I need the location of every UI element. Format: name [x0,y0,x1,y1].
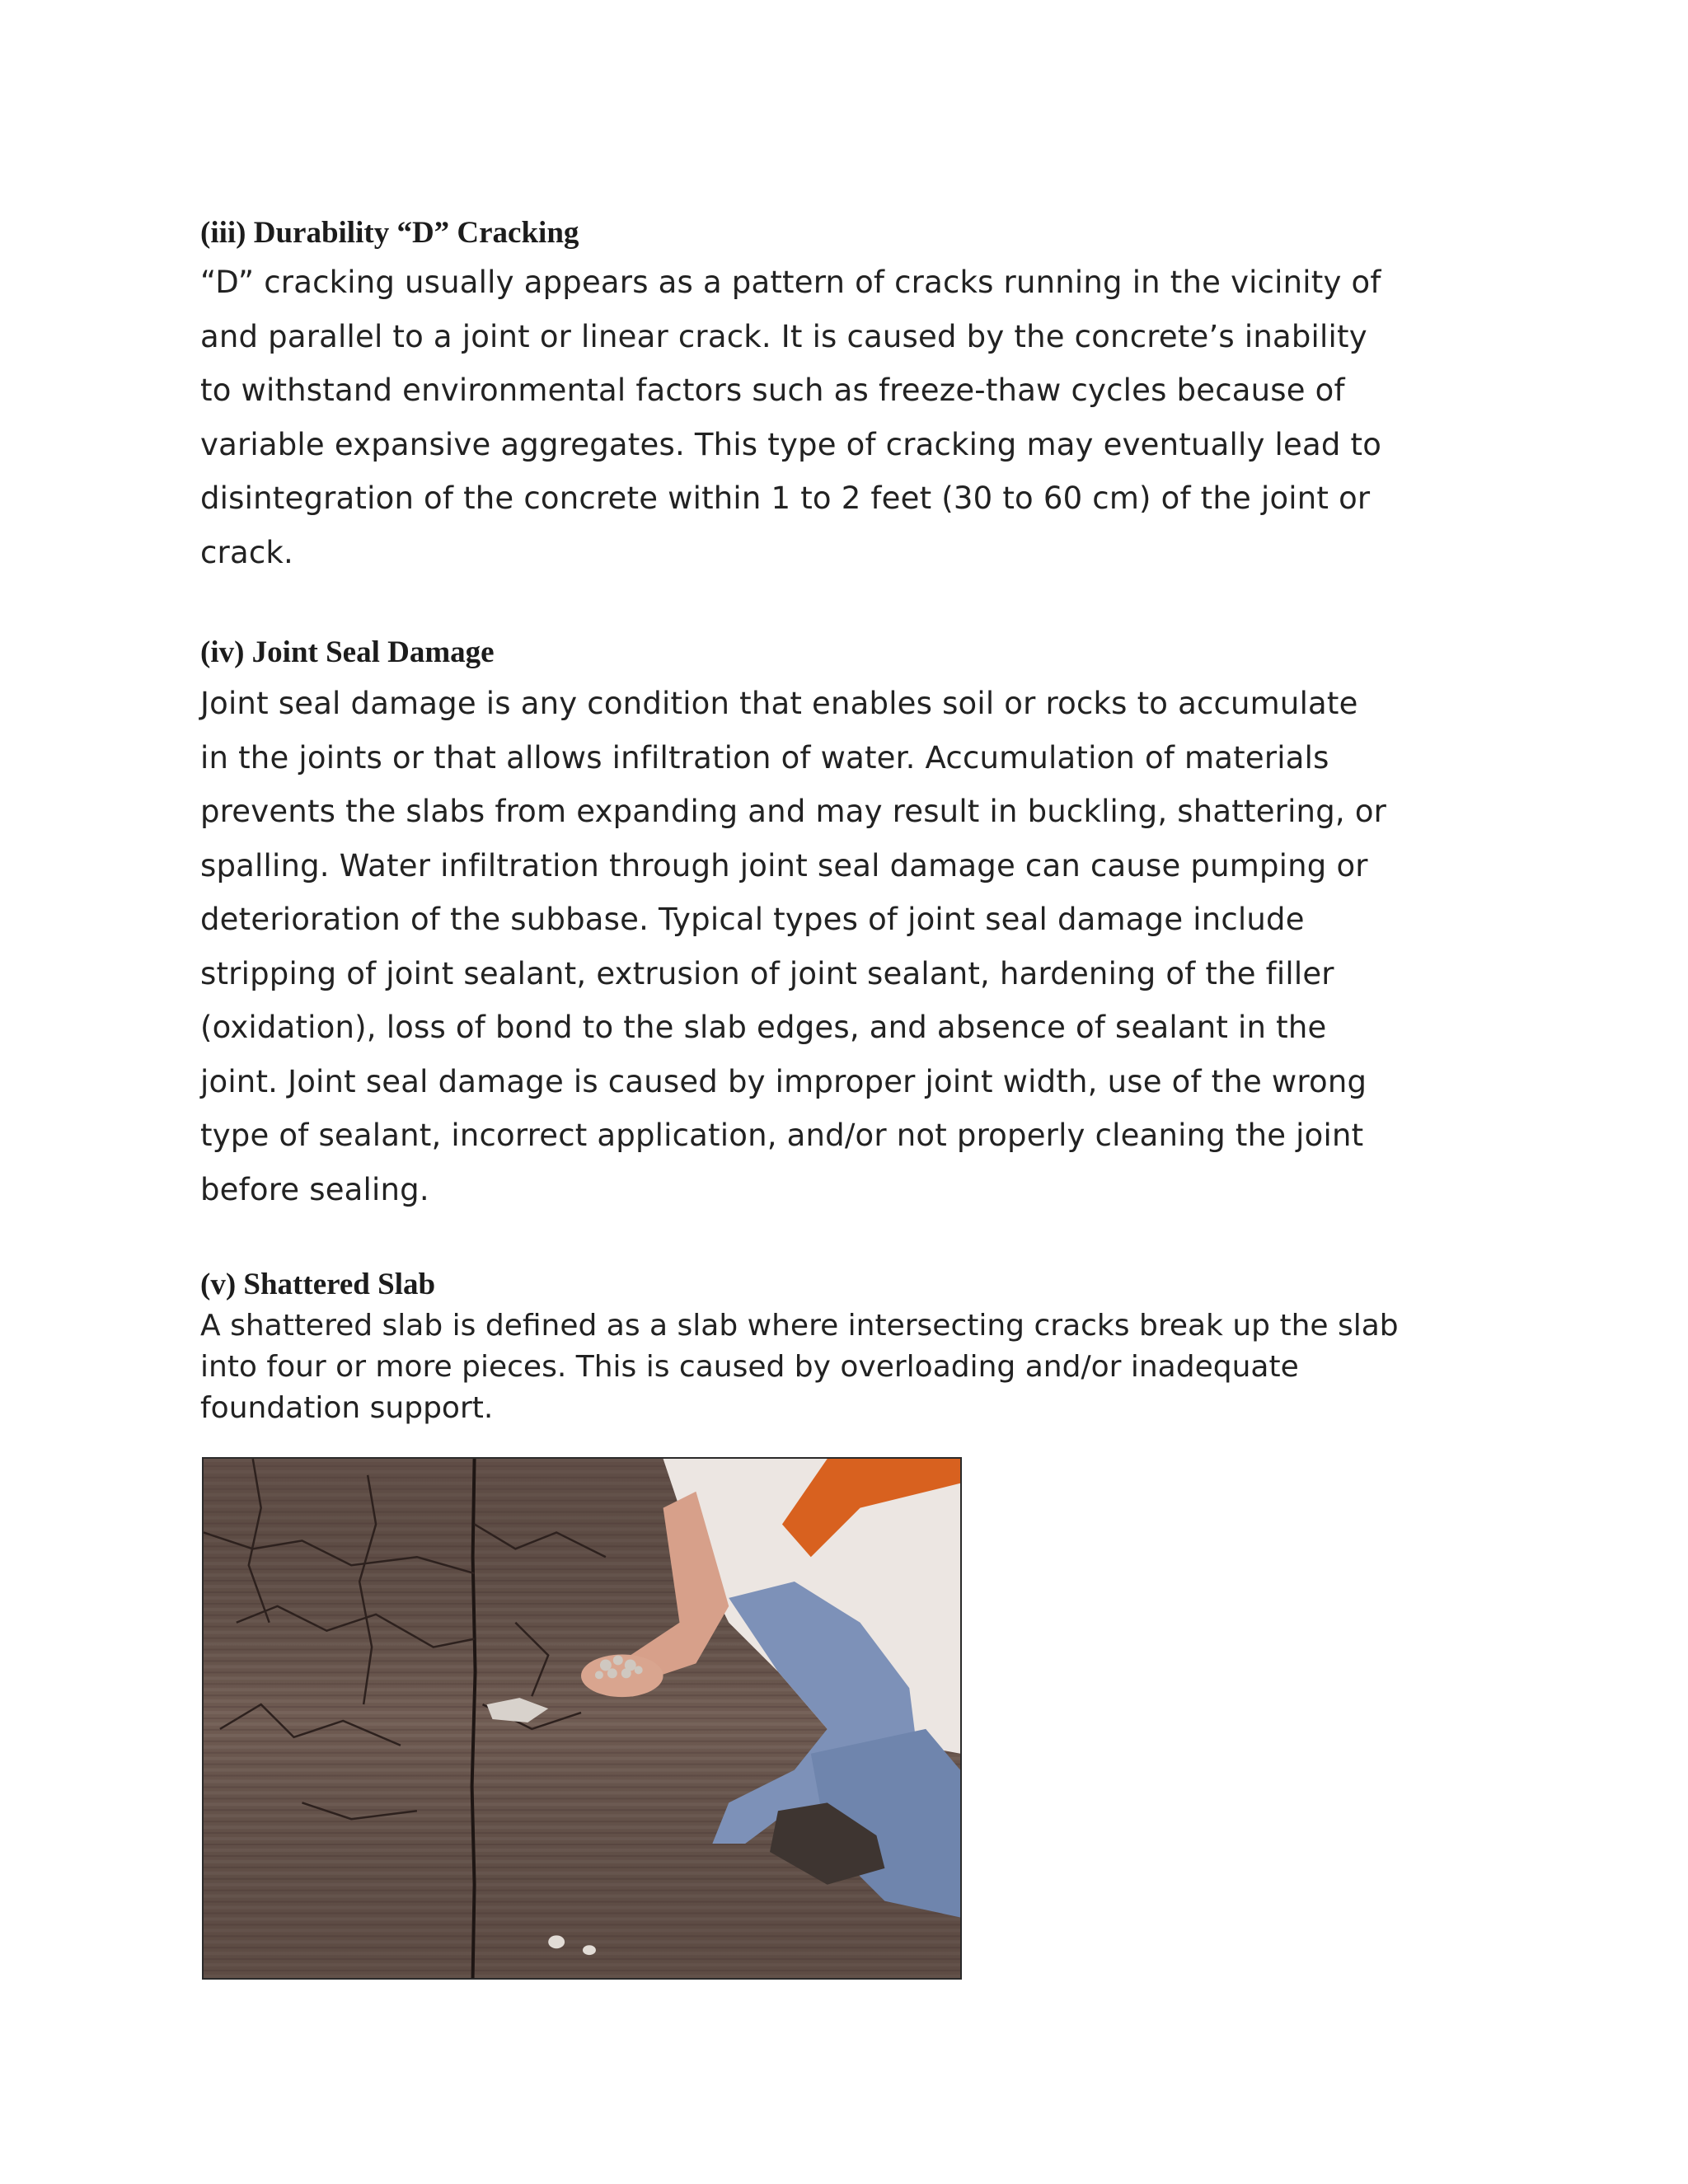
pavement-photo-illustration [204,1459,960,1978]
body-line: (oxidation), loss of bond to the slab edges, and absence of sealant in the [200,1010,1327,1045]
section-heading-d-cracking: (iii) Durability “D” Cracking [200,216,579,250]
body-line: prevents the slabs from expanding and may result in buckling, shattering, or [200,794,1387,829]
body-line: into four or more pieces. This is caused by overloading and/or inadequate [200,1350,1299,1384]
section-heading-shattered-slab: (v) Shattered Slab [200,1268,436,1301]
body-line: crack. [200,534,293,570]
shattered-slab-photo [202,1457,962,1980]
body-line: deterioration of the subbase. Typical types of joint seal damage include [200,902,1305,937]
body-line: in the joints or that allows infiltration of water. Accumulation of materials [200,739,1329,776]
body-line: Joint seal damage is any condition that enables soil or rocks to accumulate [200,686,1358,721]
body-line: joint. Joint seal damage is caused by improper joint width, use of the wrong [200,1063,1367,1099]
body-line: “D” cracking usually appears as a pattern of cracks running in the vicinity of [200,265,1381,300]
section-body-joint-seal-damage [200,677,1503,1216]
body-line: disintegration of the concrete within 1 to 2 feet (30 to 60 cm) of the joint or [200,480,1371,516]
body-line: stripping of joint sealant, extrusion of joint sealant, hardening of the filler [200,955,1334,991]
body-line: A shattered slab is defined as a slab where intersecting cracks break up the slab [200,1309,1399,1343]
body-line: type of sealant, incorrect application, and/or not properly cleaning the joint [200,1118,1364,1153]
body-line: spalling. Water infiltration through joint seal damage can cause pumping or [200,847,1368,883]
body-line: variable expansive aggregates. This type of cracking may eventually lead to [200,426,1382,462]
body-line: foundation support. [200,1391,494,1425]
body-line: before sealing. [200,1171,429,1207]
section-heading-joint-seal-damage: (iv) Joint Seal Damage [200,635,495,669]
body-line: and parallel to a joint or linear crack. It is caused by the concrete’s inability [200,318,1367,354]
section-body-d-cracking [200,255,1503,579]
section-body-shattered-slab [200,1305,1503,1429]
document-content [200,213,1503,1429]
body-line: to withstand environmental factors such as freeze-thaw cycles because of [200,373,1345,408]
